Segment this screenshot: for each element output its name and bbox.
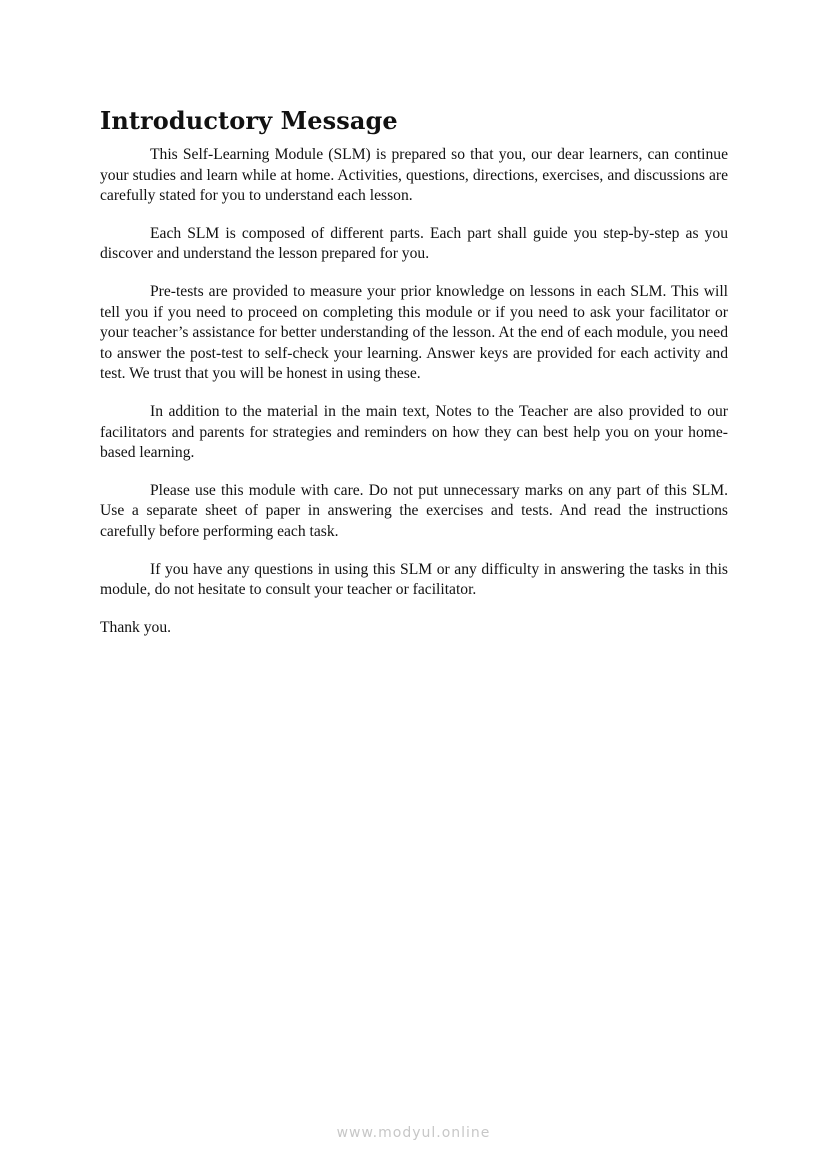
page-title: Introductory Message bbox=[100, 106, 398, 135]
paragraph-intro: This Self-Learning Module (SLM) is prepared so that you, our dear learners, can continue your studies and learn while at home. Activities, questions, directions, exercises, and discussions are carefully stated for you to understand each lesson. bbox=[100, 146, 728, 205]
document-page bbox=[100, 106, 728, 655]
paragraph-questions: If you have any questions in using this SLM or any difficulty in answering the tasks in this module, do not hesitate to consult your teacher or facilitator. bbox=[100, 560, 728, 599]
watermark: www.modyul.online bbox=[336, 1125, 491, 1141]
closing-text: Thank you. bbox=[100, 618, 172, 636]
paragraph-notes: In addition to the material in the main text, Notes to the Teacher are also provided to our facilitators and parents for strategies and reminders on how they can best help you on your home-based learning. bbox=[100, 402, 728, 462]
paragraph-care: Please use this module with care. Do not put unnecessary marks on any part of this SLM. Use a separate sheet of paper in answering the exercises and tests. And read the instructions carefully before performing each task. bbox=[100, 481, 728, 540]
paragraph-parts: Each SLM is composed of different parts. Each part shall guide you step-by-step as you discover and understand the lesson prepared for you. bbox=[100, 224, 728, 263]
paragraph-pretests: Pre-tests are provided to measure your prior knowledge on lessons in each SLM. This will tell you if you need to proceed on completing this module or if you need to ask your facilitator or your teacher’s assistance for better understanding of the lesson. At the end of each module, you need to answer the post-test to self-check your learning. Answer keys are provided for each activity and test. We trust that you will be honest in using these. bbox=[100, 282, 728, 383]
